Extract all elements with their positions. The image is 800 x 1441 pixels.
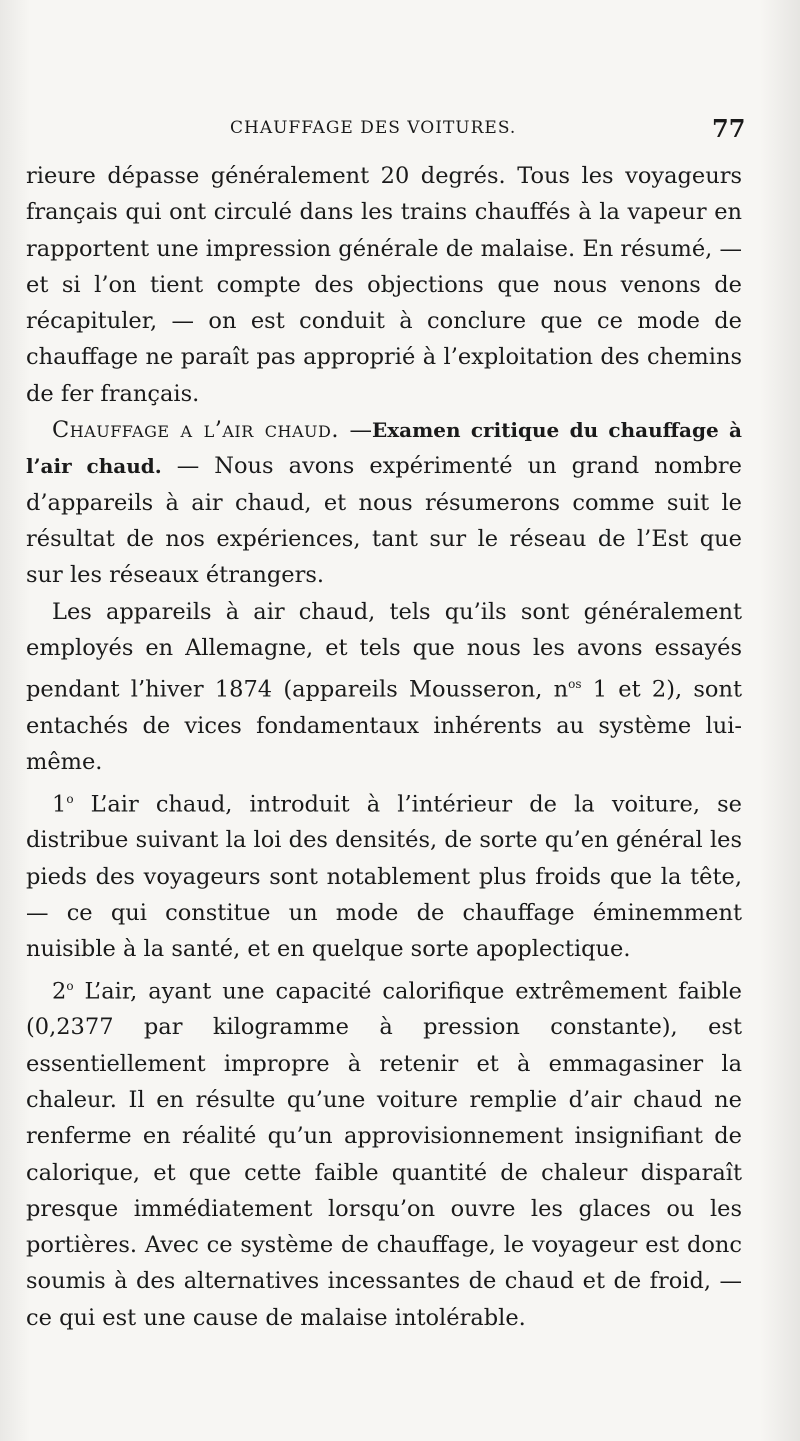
paragraph-1: rieure dépasse généralement 20 degrés. Tous les voyageurs français qui ont circulé dans les trains chauffés à la vapeur en rapportent une impression générale de malaise. En résumé, — et si l’on tient compte des objections que nous venons de récapituler, — on est conduit à conclure que ce mode de chauffage ne paraît pas approprié à l’exploitation des chemins de fer français. [26, 163, 742, 407]
item-2-number: 2 [52, 978, 67, 1005]
item-1-text: L’air chaud, introduit à l’intérieur de la voiture, se distribue suivant la loi des densités, de sorte qu’en général les pieds des voyageurs sont notablement plus froids que la tête, — ce qui constitue un mode de chauffage éminemment nuisible à la santé, et en quelque sorte apoplectique. [26, 791, 742, 963]
paragraph-5 [26, 968, 742, 1336]
item-1-superscript: o [66, 791, 74, 806]
paragraph-3-text-b: 1 et 2), sont entachés de vices fondamentaux inhérents au système lui-même. [26, 676, 742, 776]
page-number: 77 [712, 114, 746, 143]
item-2-text: L’air, ayant une capacité calorifique extrêmement faible (0,2377 par kilogramme à pression constante), est essentiellement impropre à retenir et à emmagasiner la chaleur. Il en résulte qu’une voiture remplie d’air chaud ne renferme en réalité qu’un approvisionnement insignifiant de calorique, et que cette faible quantité de chaleur disparaît presque immédiatement lorsqu’on ouvre les glaces ou les portières. Avec ce système de chauffage, le voyageur est donc soumis à des alternatives incessantes de chaud et de froid, — ce qui est une cause de malaise intolérable. [26, 978, 742, 1331]
paragraph-4 [26, 781, 742, 968]
section-heading: Chauffage a l’air chaud. [52, 417, 340, 444]
heading-dash: — [339, 417, 373, 444]
item-1-number: 1 [52, 791, 67, 818]
paragraph-3-superscript: os [568, 677, 582, 692]
page-header [0, 114, 800, 148]
section-subheading: Examen critique du chauffage à l’air chaud. [26, 418, 742, 479]
paragraph-2 [26, 412, 742, 593]
page-body [26, 158, 742, 1336]
paragraph-3-text-a: Les appareils à air chaud, tels qu’ils sont généralement employés en Allemagne, et tels que nous les avons essayés pendant l’hiver 1874 (appareils Mousseron, n [26, 598, 742, 703]
paragraph-2-text: — Nous avons expérimenté un grand nombre d’appareils à air chaud, et nous résumerons comme suit le résultat de nos expériences, tant sur le réseau de l’Est que sur les réseaux étrangers. [26, 453, 742, 589]
running-title: CHAUFFAGE DES VOITURES. [230, 118, 517, 138]
paragraph-3 [26, 594, 742, 781]
item-2-superscript: o [66, 978, 74, 993]
